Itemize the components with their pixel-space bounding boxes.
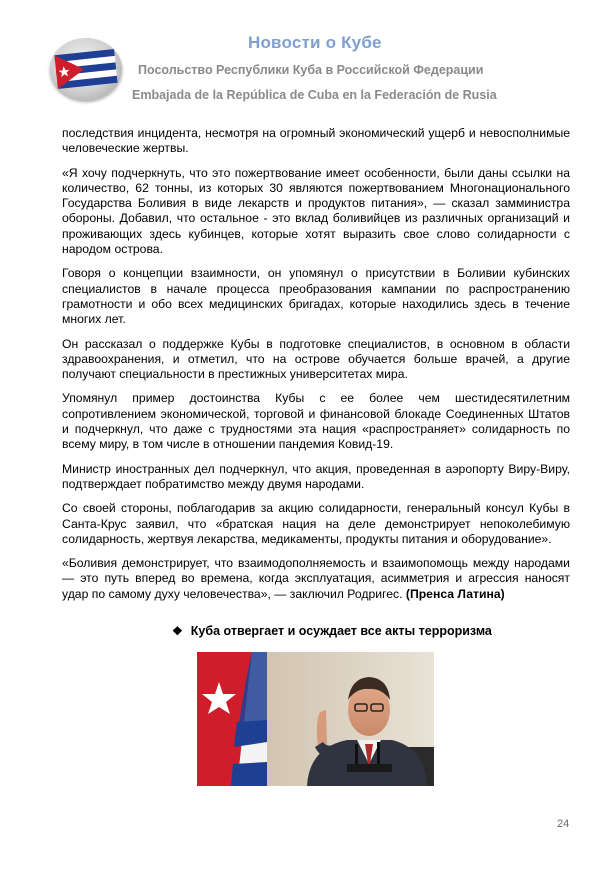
article-paragraph: Упомянул пример достоинства Кубы с ее более чем шестидесятилетним сопротивлением экономической, торговой и финансовой блокаде Соединенных Штатов и подчеркнул, что даже с трудностями эта нация «распространяет» солидарность по всему миру, в том числе в отношении пандемия Ковид-19. [62,391,570,452]
article-source: (Пренса Латина) [405,586,505,601]
newsletter-title: Новости о Кубе [248,33,382,52]
next-article-heading [172,624,492,638]
embassy-name-ru: Посольство Республики Куба в Российской Федерации [138,63,484,77]
article-paragraph: последствия инцидента, несмотря на огромный экономический ущерб и невосполнимые человеческие жертвы. [62,126,570,156]
next-article-title: Куба отвергает и осуждает все акты терроризма [190,624,492,638]
cuban-flag-backdrop [197,652,267,786]
article-paragraph: «Я хочу подчеркнуть, что это пожертвование имеет особенности, были даны ссылки на количество, 62 тонны, из которых 30 являются пожертвованием Многонационального Государства Боливия в виде лекарств и продуктов питания», — сказал замминистра обороны. Добавил, что остальное - это вклад боливийцев из различных организаций и проживающих здесь кубинцев, которые хотят выразить свое слово солидарности с народом острова. [62,165,570,257]
embassy-name-es: Embajada de la República de Cuba en la Federación de Rusia [132,88,497,102]
cuban-flag-logo [50,38,122,100]
article-paragraph: Со своей стороны, поблагодарив за акцию солидарности, генеральный консул Кубы в Санта-Крус заявил, что «братская нация на деле демонстрирует непоколебимую солидарность, жертвуя лекарства, медикаменты, продукты питания и оборудование». [62,501,570,546]
article-paragraph: Он рассказал о поддержке Кубы в подготовке специалистов, в основном в области здравоохранения, и отметил, что на острове обучается больше врачей, а другие получают специальности в престижных университетах мира. [62,336,570,382]
article-paragraph: Министр иностранных дел подчеркнул, что акция, проведенная в аэропорту Виру-Виру, подтверждает побратимство между двумя народами. [62,461,570,491]
diamond-bullet-icon: ❖ [172,624,183,638]
article-last-text: «Боливия демонстрирует, что взаимодополняемость и взаимопомощь между народами — это путь вперед во времена, когда эксплуатация, асимметрия и агрессия наносят удар по самому духу человечества», — заключил Родригес. [62,556,570,601]
page-header [0,0,613,122]
article-paragraph-last [62,556,570,602]
page-number: 24 [557,818,570,830]
article-paragraph: Говоря о концепции взаимности, он упомянул о присутствии в Боливии кубинских специалистов в начале процесса преобразования кампании по распространению грамотности и обо всех медицинских бригадах, которые находились здесь в течение многих лет. [62,266,570,327]
article-photo [197,652,434,786]
article-body [62,126,570,611]
